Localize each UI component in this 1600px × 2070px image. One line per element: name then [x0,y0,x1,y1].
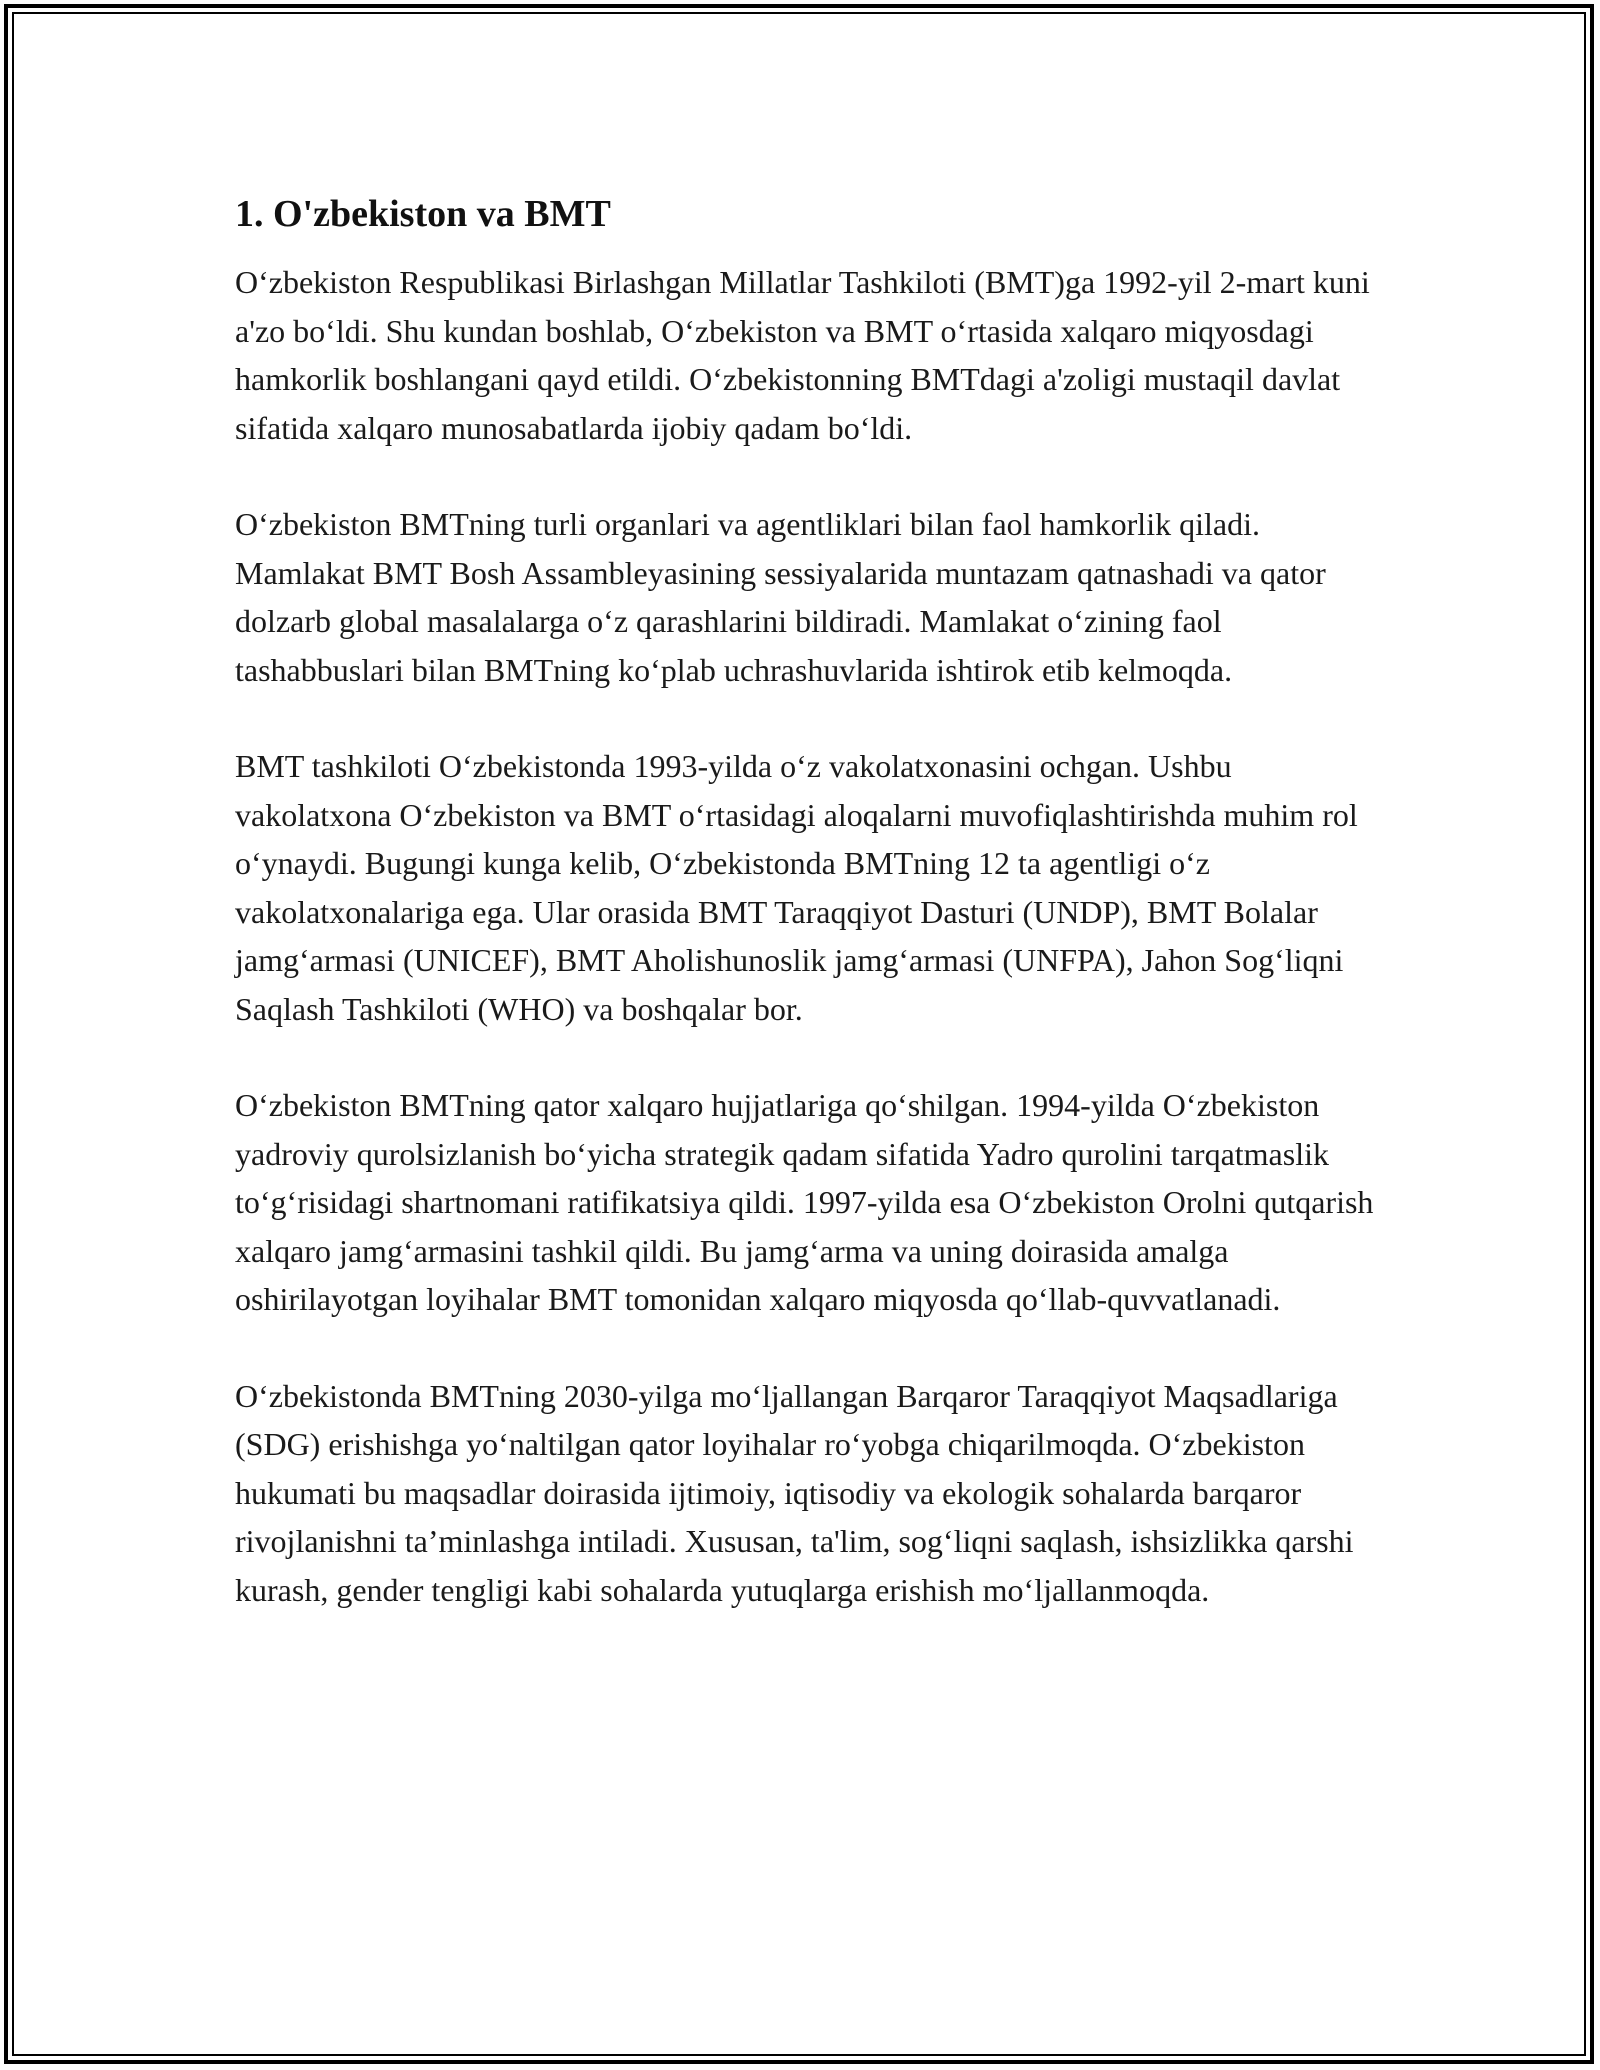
section-heading: 1. O'zbekiston va BMT [235,193,611,235]
document-body [235,190,1375,1614]
paragraph-5: O‘zbekistonda BMTning 2030-yilga mo‘ljallangan Barqaror Taraqqiyot Maqsadlariga (SDG) erishishga yo‘naltilgan qator loyihalar ro‘yobga chiqarilmoqda. O‘zbekiston hukumati bu maqsadlar doirasida ijtimoiy, iqtisodiy va ekologik sohalarda barqaror rivojlanishni ta’minlashga intiladi. Xususan, ta'lim, sog‘liqni saqlash, ishsizlikka qarshi kurash, gender tengligi kabi sohalarda yutuqlarga erishish mo‘ljallanmoqda. [235,1377,1354,1608]
paragraph-2: O‘zbekiston BMTning turli organlari va agentliklari bilan faol hamkorlik qiladi. Mamlakat BMT Bosh Assambleyasining sessiyalarida muntazam qatnashadi va qator dolzarb global masalalarga o‘z qarashlarini bildiradi. Mamlakat o‘zining faol tashabbuslari bilan BMTning ko‘plab uchrashuvlarida ishtirok etib kelmoqda. [235,506,1326,688]
paragraph-3: BMT tashkiloti O‘zbekistonda 1993-yilda o‘z vakolatxonasini ochgan. Ushbu vakolatxona O‘zbekiston va BMT o‘rtasidagi aloqalarni muvofiqlashtirishda muhim rol o‘ynaydi. Bugungi kunga kelib, O‘zbekistonda BMTning 12 ta agentligi o‘z vakolatxonalariga ega. Ular orasida BMT Taraqqiyot Dasturi (UNDP), BMT Bolalar jamg‘armasi (UNICEF), BMT Aholishunoslik jamg‘armasi (UNFPA), Jahon Sog‘liqni Saqlash Tashkiloti (WHO) va boshqalar bor. [235,748,1358,1027]
paragraph-1: O‘zbekiston Respublikasi Birlashgan Millatlar Tashkiloti (BMT)ga 1992-yil 2-mart kuni a'zo bo‘ldi. Shu kundan boshlab, O‘zbekiston va BMT o‘rtasida xalqaro miqyosdagi hamkorlik boshlangani qayd etildi. O‘zbekistonning BMTdagi a'zoligi mustaqil davlat sifatida xalqaro munosabatlarda ijobiy qadam bo‘ldi. [235,264,1370,446]
paragraph-4: O‘zbekiston BMTning qator xalqaro hujjatlariga qo‘shilgan. 1994-yilda O‘zbekiston yadroviy qurolsizlanish bo‘yicha strategik qadam sifatida Yadro qurolini tarqatmaslik to‘g‘risidagi shartnomani ratifikatsiya qildi. 1997-yilda esa O‘zbekiston Orolni qutqarish xalqaro jamg‘armasini tashkil qildi. Bu jamg‘arma va uning doirasida amalga oshirilayotgan loyihalar BMT tomonidan xalqaro miqyosda qo‘llab-quvvatlanadi. [235,1087,1374,1317]
